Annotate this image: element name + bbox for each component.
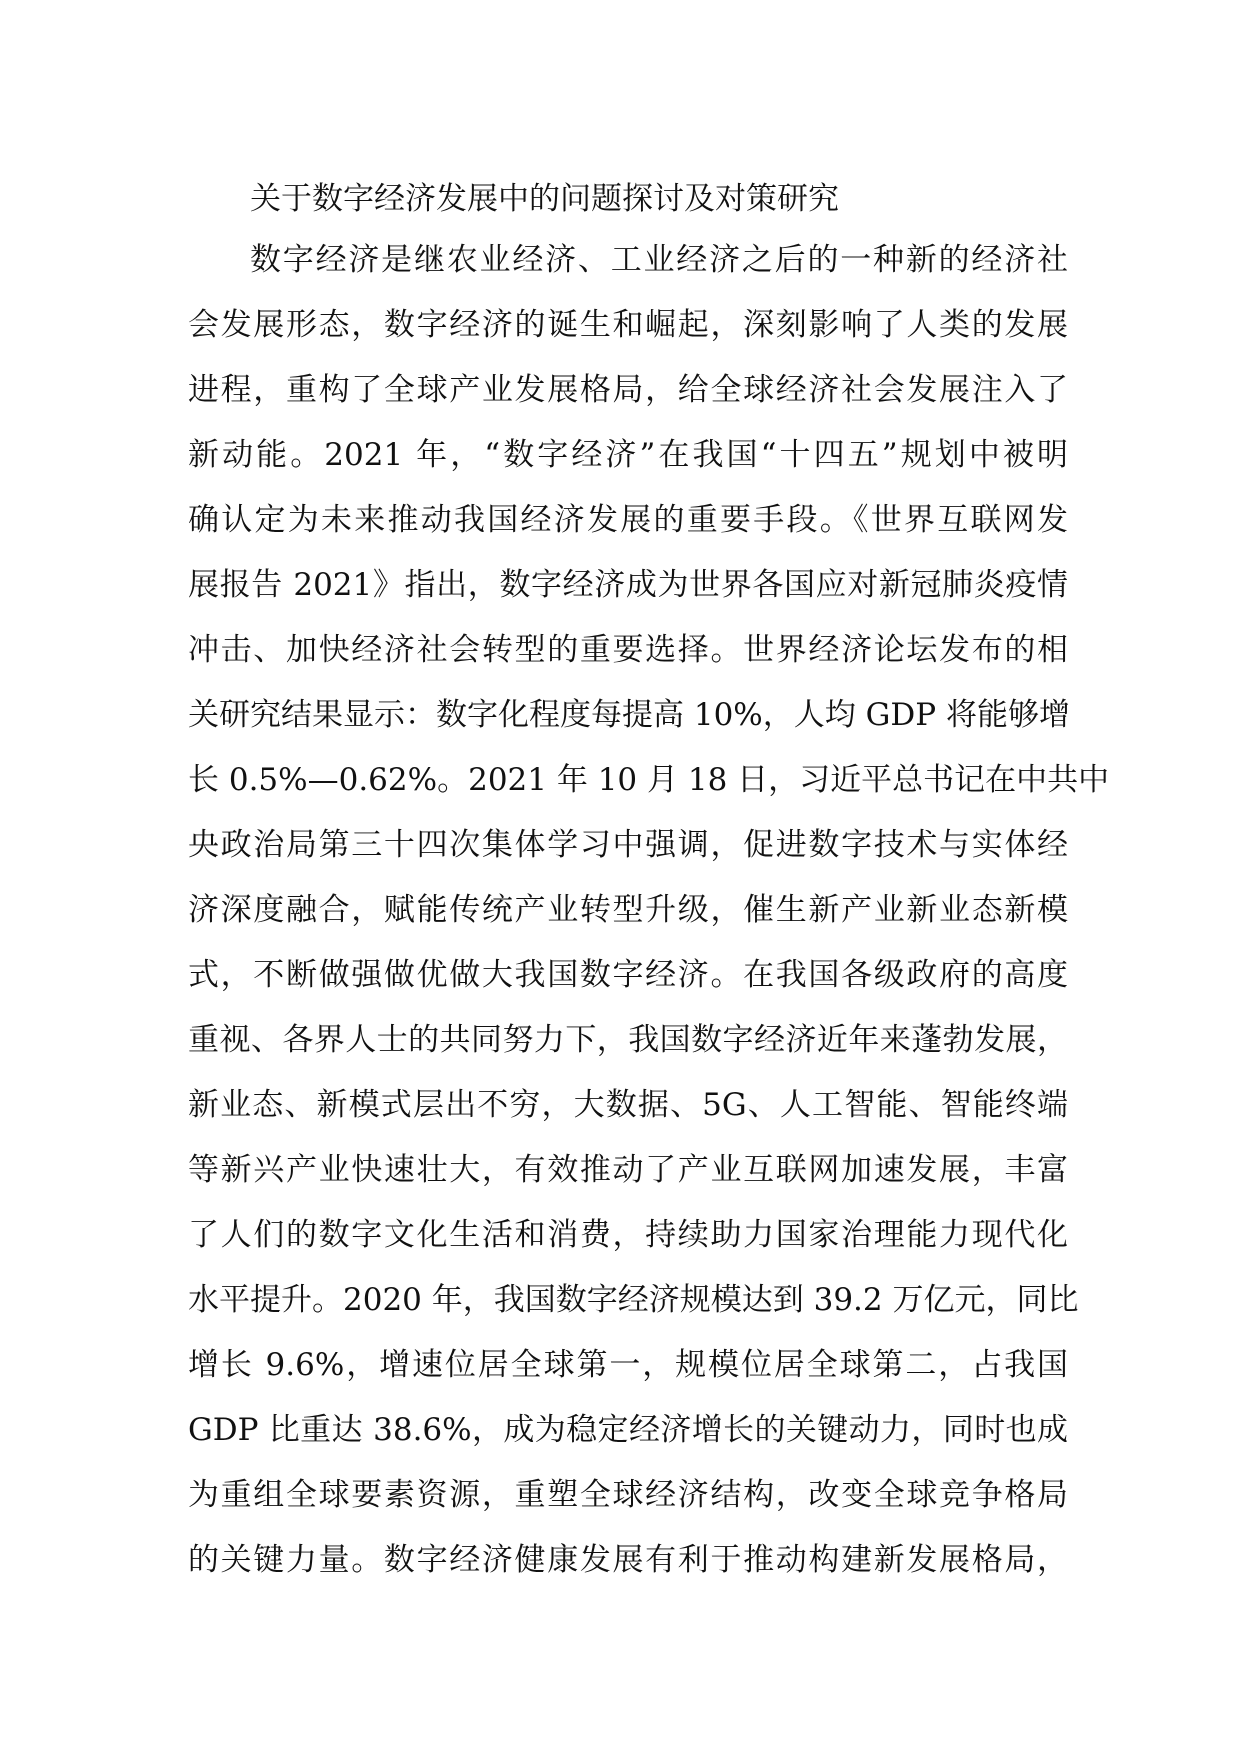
paragraph-line: 济深度融合，赋能传统产业转型升级，催生新产业新业态新模 [188,892,1068,928]
paragraph-line: 新动能。2021 年，“数字经济”在我国“十四五”规划中被明 [188,437,1068,473]
paragraph-line: 数字经济是继农业经济、工业经济之后的一种新的经济社 [250,242,1068,278]
paragraph-line: 了人们的数字文化生活和消费，持续助力国家治理能力现代化 [188,1217,1068,1253]
paragraph-line: GDP 比重达 38.6%，成为稳定经济增长的关键动力，同时也成 [188,1412,1068,1448]
paragraph-line: 重视、各界人士的共同努力下，我国数字经济近年来蓬勃发展， [188,1022,1068,1058]
paragraph-line: 展报告 2021》指出，数字经济成为世界各国应对新冠肺炎疫情 [188,567,1068,603]
paragraph-line: 增长 9.6%，增速位居全球第一，规模位居全球第二，占我国 [188,1347,1068,1383]
paragraph-line: 等新兴产业快速壮大，有效推动了产业互联网加速发展，丰富 [188,1152,1068,1188]
paragraph-line: 央政治局第三十四次集体学习中强调，促进数字技术与实体经 [188,827,1068,863]
paragraph-line: 水平提升。2020 年，我国数字经济规模达到 39.2 万亿元，同比 [188,1282,1079,1318]
paragraph-line: 确认定为未来推动我国经济发展的重要手段。《世界互联网发 [188,502,1068,538]
paragraph-line: 长 0.5%—0.62%。2021 年 10 月 18 日，习近平总书记在中共中 [188,762,1110,798]
document-body [188,170,1110,1593]
paragraph-line: 为重组全球要素资源，重塑全球经济结构，改变全球竞争格局 [188,1477,1068,1513]
document-title: 关于数字经济发展中的问题探讨及对策研究 [250,181,839,217]
paragraph-line: 式，不断做强做优做大我国数字经济。在我国各级政府的高度 [188,957,1068,993]
paragraph-line: 会发展形态，数字经济的诞生和崛起，深刻影响了人类的发展 [188,307,1068,343]
paragraph-line: 关研究结果显示：数字化程度每提高 10%，人均 GDP 将能够增 [188,697,1070,733]
paragraph-line: 新业态、新模式层出不穷，大数据、5G、人工智能、智能终端 [188,1087,1068,1123]
paragraph-line: 进程，重构了全球产业发展格局，给全球经济社会发展注入了 [188,372,1068,408]
paragraph-line: 的关键力量。数字经济健康发展有利于推动构建新发展格局， [188,1542,1068,1578]
paragraph-line: 冲击、加快经济社会转型的重要选择。世界经济论坛发布的相 [188,632,1068,668]
